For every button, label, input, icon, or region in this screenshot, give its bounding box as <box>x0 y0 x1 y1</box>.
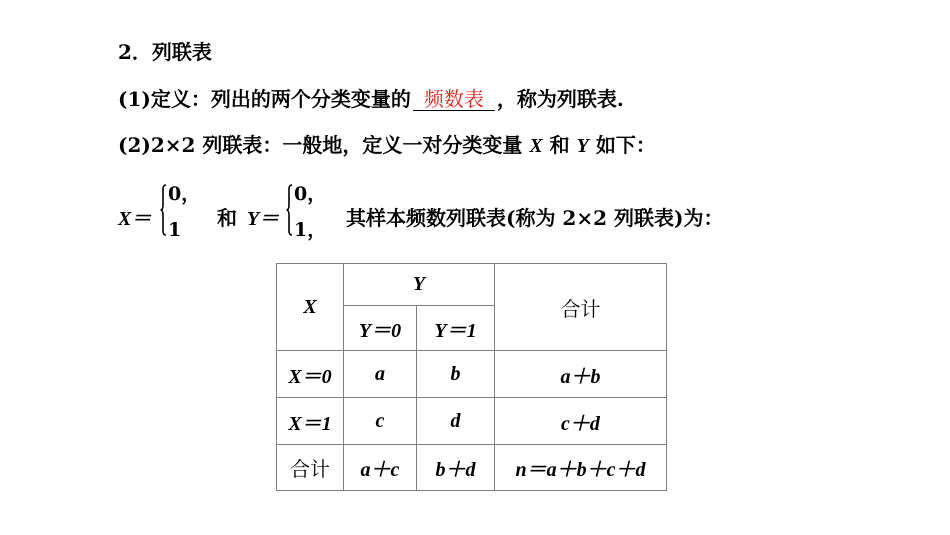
table-row <box>277 351 667 398</box>
row-total: c＋d <box>495 398 667 445</box>
definition-prefix: (1)定义：列出的两个分类变量的 <box>118 87 411 111</box>
cell-value: b <box>417 351 495 398</box>
row-total: a＋b <box>495 351 667 398</box>
fill-in-blank <box>413 88 495 111</box>
table-row <box>277 398 667 445</box>
table-total-row <box>277 445 667 491</box>
y-definition-label: Y＝ <box>247 208 280 230</box>
x-case-zero: 0， <box>168 183 201 205</box>
y-case-zero: 0， <box>294 183 327 205</box>
total-row-label: 合计 <box>277 445 344 491</box>
cell-value: d <box>417 398 495 445</box>
column-total: a＋c <box>344 445 417 491</box>
x-definition-label: X＝ <box>118 208 152 230</box>
cell-value: a <box>344 351 417 398</box>
column-total: b＋d <box>417 445 495 491</box>
section-heading: 2．列联表 <box>118 40 212 64</box>
x-case-one: 1 <box>168 219 182 241</box>
intro-prefix: (2)2×2 列联表：一般地，定义一对分类变量 <box>118 133 530 157</box>
intro-var-x: X <box>529 135 543 157</box>
table-y-header: Y <box>344 264 495 306</box>
intro-middle: 和 <box>542 133 577 157</box>
definition-suffix: ，称为列联表. <box>496 87 624 111</box>
sample-table-text: 其样本频数列联表(称为 2×2 列联表)为： <box>346 206 724 230</box>
blank-answer: 频数表 <box>423 87 484 111</box>
table-col-y1: Y＝1 <box>417 306 495 351</box>
contingency-table <box>276 263 667 491</box>
intro-var-y: Y <box>576 135 589 157</box>
table-col-y0: Y＝0 <box>344 306 417 351</box>
grand-total: n＝a＋b＋c＋d <box>495 445 667 491</box>
left-brace-icon <box>160 184 167 236</box>
table-corner-x: X <box>277 264 344 351</box>
intro-suffix: 如下： <box>588 133 656 157</box>
definition-line <box>118 86 624 112</box>
left-brace-icon <box>286 184 293 236</box>
y-case-one: 1， <box>294 219 327 241</box>
cell-value: c <box>344 398 417 445</box>
table-intro-line <box>118 132 656 159</box>
row-label: X＝0 <box>277 351 344 398</box>
and-text: 和 <box>217 206 237 230</box>
row-label: X＝1 <box>277 398 344 445</box>
table-total-header: 合计 <box>495 264 667 351</box>
